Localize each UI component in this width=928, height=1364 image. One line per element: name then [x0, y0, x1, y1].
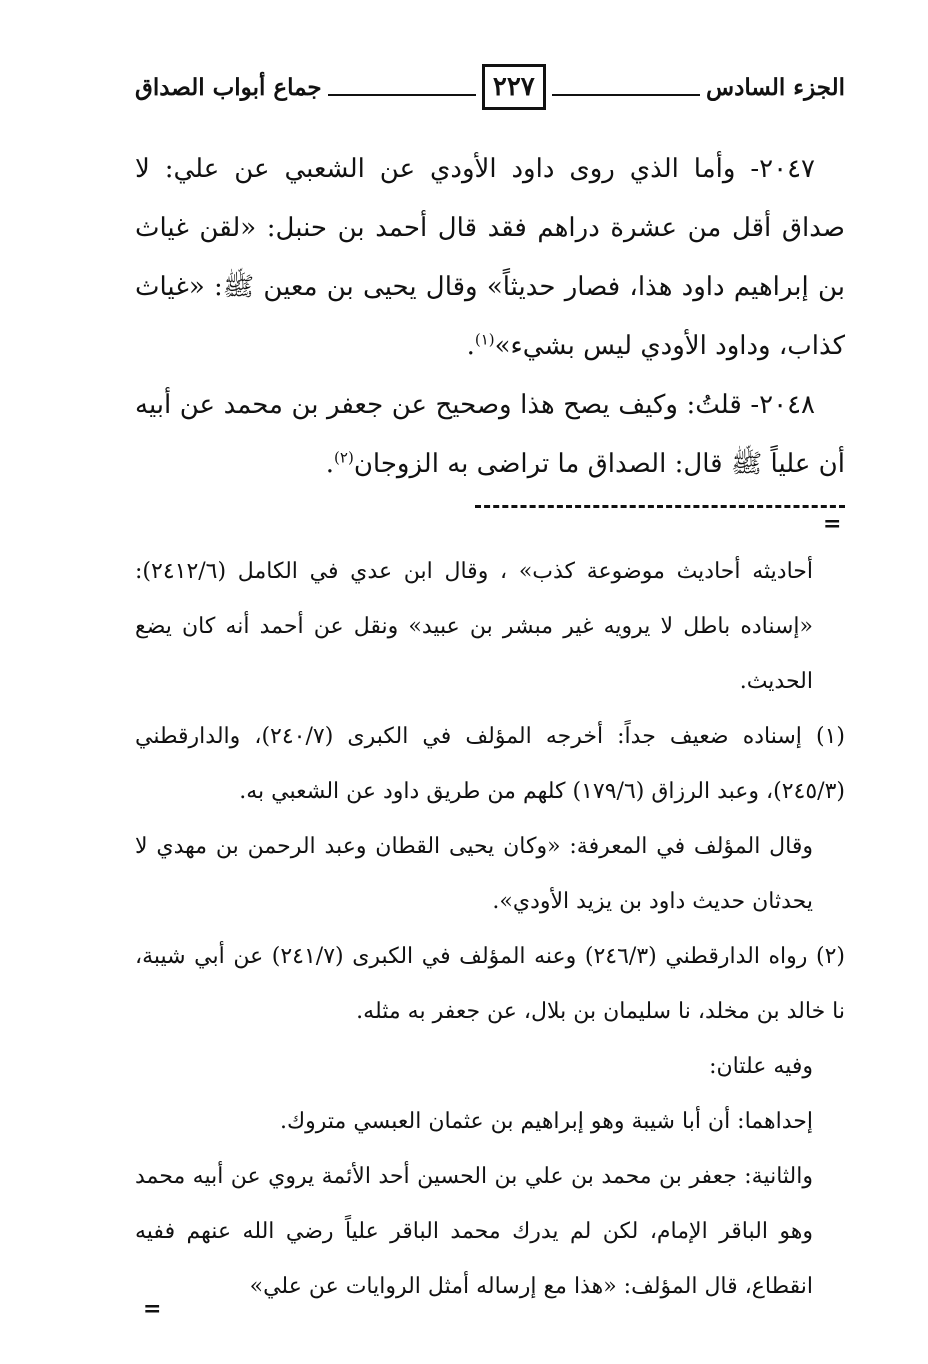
header-chapter: جماع أبواب الصداق [134, 73, 322, 101]
paragraph-text: ٢٠٤٨- قلتُ: وكيف يصح هذا وصحيح عن جعفر بن محمد عن أبيه أن علياً ﷺ قال: الصداق ما تراضى به الزوجان [135, 390, 845, 479]
footnote-2-second-flaw: والثانية: جعفر بن محمد بن علي بن الحسين أحد الأئمة يروي عن أبيه محمد وهو الباقر الإمام، لكن لم يدرك محمد الباقر علياً رضي الله عنهم ففيه انقطاع، قال المؤلف: «هذا مع إرساله أمثل الروايات عن علي» [135, 1164, 813, 1299]
continuation-mark: = [823, 511, 842, 537]
running-header [135, 58, 845, 116]
paragraph-end: . [325, 449, 335, 479]
header-part: الجزء السادس [706, 73, 845, 101]
header-rule-left [328, 94, 476, 96]
page-number: ٢٢٧ [482, 64, 546, 110]
paragraph-text: ٢٠٤٧- وأما الذي روى داود الأودي عن الشعبي عن علي: لا صداق أقل من عشرة دراهم فقد قال أحمد بن حنبل: «لقن غياث بن إبراهيم داود هذا، فصار حديثاً» وقال يحيى بن معين ﷺ: «غياث كذاب، وداود الأودي ليس بشيء» [135, 154, 845, 361]
paragraph-2048 [135, 376, 845, 494]
footnote-1: (١) إسناده ضعيف جداً: أخرجه المؤلف في الكبرى (٢٤٠/٧)، والدارقطني (٢٤٥/٣)، وعبد الرزاق (١٧٩/٦) كلهم من طريق داود عن الشعبي به. [135, 724, 845, 804]
footnote-continuation: أحاديثه أحاديث موضوعة كذب» ، وقال ابن عدي في الكامل (٢٤١٢/٦): «إسناده باطل لا يرويه غير مبشر بن عبيد» ونقل عن أحمد أنه كان يضع الحديث. [135, 559, 813, 694]
main-text [135, 140, 845, 494]
footnote-ref-2: (٢) [334, 448, 354, 467]
footnote-ref-1: (١) [474, 330, 495, 349]
paragraph-end: . [466, 331, 475, 361]
footnote-2-flaws: وفيه علتان: [709, 1054, 813, 1079]
footnote-separator [475, 505, 845, 508]
footnote-2: (٢) رواه الدارقطني (٢٤٦/٣) وعنه المؤلف في الكبرى (٢٤١/٧) عن أبي شيبة، نا خالد بن مخلد، نا سليمان بن بلال، عن جعفر به مثله. [135, 944, 845, 1024]
footnotes [135, 544, 845, 1314]
paragraph-2047 [135, 140, 845, 376]
end-continuation-mark: = [143, 1296, 162, 1322]
header-rule-right [552, 94, 700, 96]
footnote-2-first-flaw: إحداهما: أن أبا شيبة وهو إبراهيم بن عثمان العبسي متروك. [280, 1109, 813, 1134]
footnote-1-quote: وقال المؤلف في المعرفة: «وكان يحيى القطان وعبد الرحمن بن مهدي لا يحدثان حديث داود بن يزيد الأودي». [135, 834, 813, 914]
